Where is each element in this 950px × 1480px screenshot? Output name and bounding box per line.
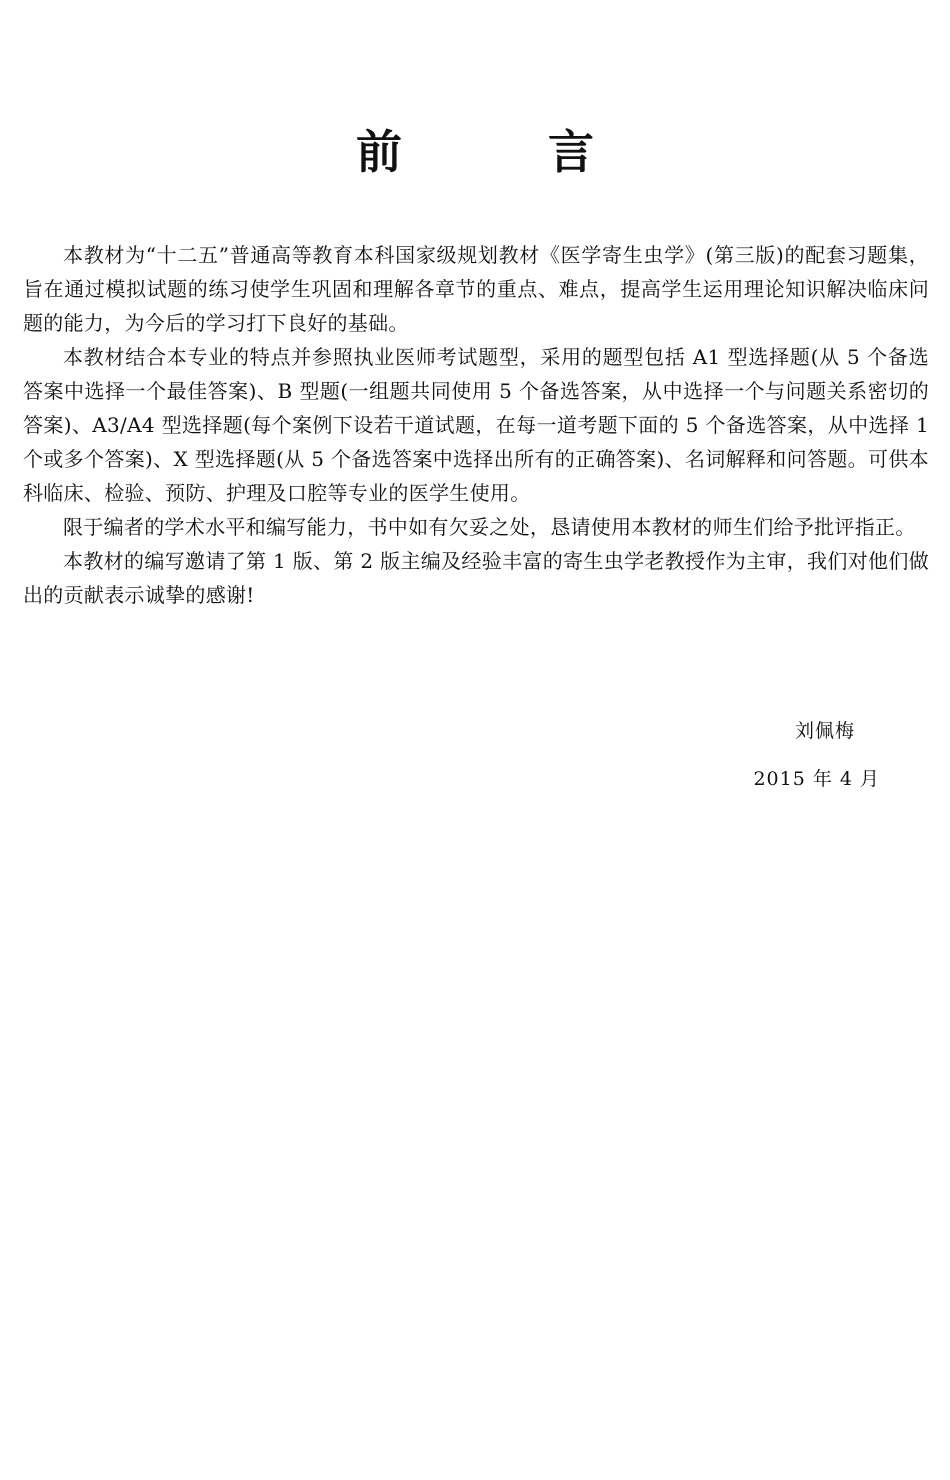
author-name: 刘佩梅 bbox=[794, 720, 855, 742]
paragraph-3: 限于编者的学术水平和编写能力，书中如有欠妥之处，恳请使用本教材的师生们给予批评指正。 bbox=[63, 515, 916, 539]
paragraph-2: 本教材结合本专业的特点并参照执业医师考试题型，采用的题型包括 A1 型选择题(从 5 个备选答案中选择一个最佳答案)、B 型题(一组题共同使用 5 个备选答案，从中选择一个与问题关系密切的答案)、A3/A4 型选择题(每个案例下设若干道试题，在每一道考题下面的 5 个备选答案，从中选择 1 个或多个答案)、X 型选择题(从 5 个备选答案中选择出所有的正确答案)、名词解释和问答题。可供本科临床、检验、预防、护理及口腔等专业的医学生使用。 bbox=[23, 345, 929, 505]
signature-block bbox=[753, 714, 880, 796]
page-title: 前 言 bbox=[356, 125, 644, 179]
paragraph-1: 本教材为“十二五”普通高等教育本科国家级规划教材《医学寄生虫学》(第三版)的配套习题集，旨在通过模拟试题的练习使学生巩固和理解各章节的重点、难点，提高学生运用理论知识解决临床问题的能力，为今后的学习打下良好的基础。 bbox=[23, 243, 929, 335]
signature-date: 2015 年 4 月 bbox=[753, 768, 880, 790]
preface-body bbox=[23, 238, 929, 612]
paragraph-4: 本教材的编写邀请了第 1 版、第 2 版主编及经验丰富的寄生虫学老教授作为主审，我们对他们做出的贡献表示诚挚的感谢! bbox=[23, 549, 929, 607]
